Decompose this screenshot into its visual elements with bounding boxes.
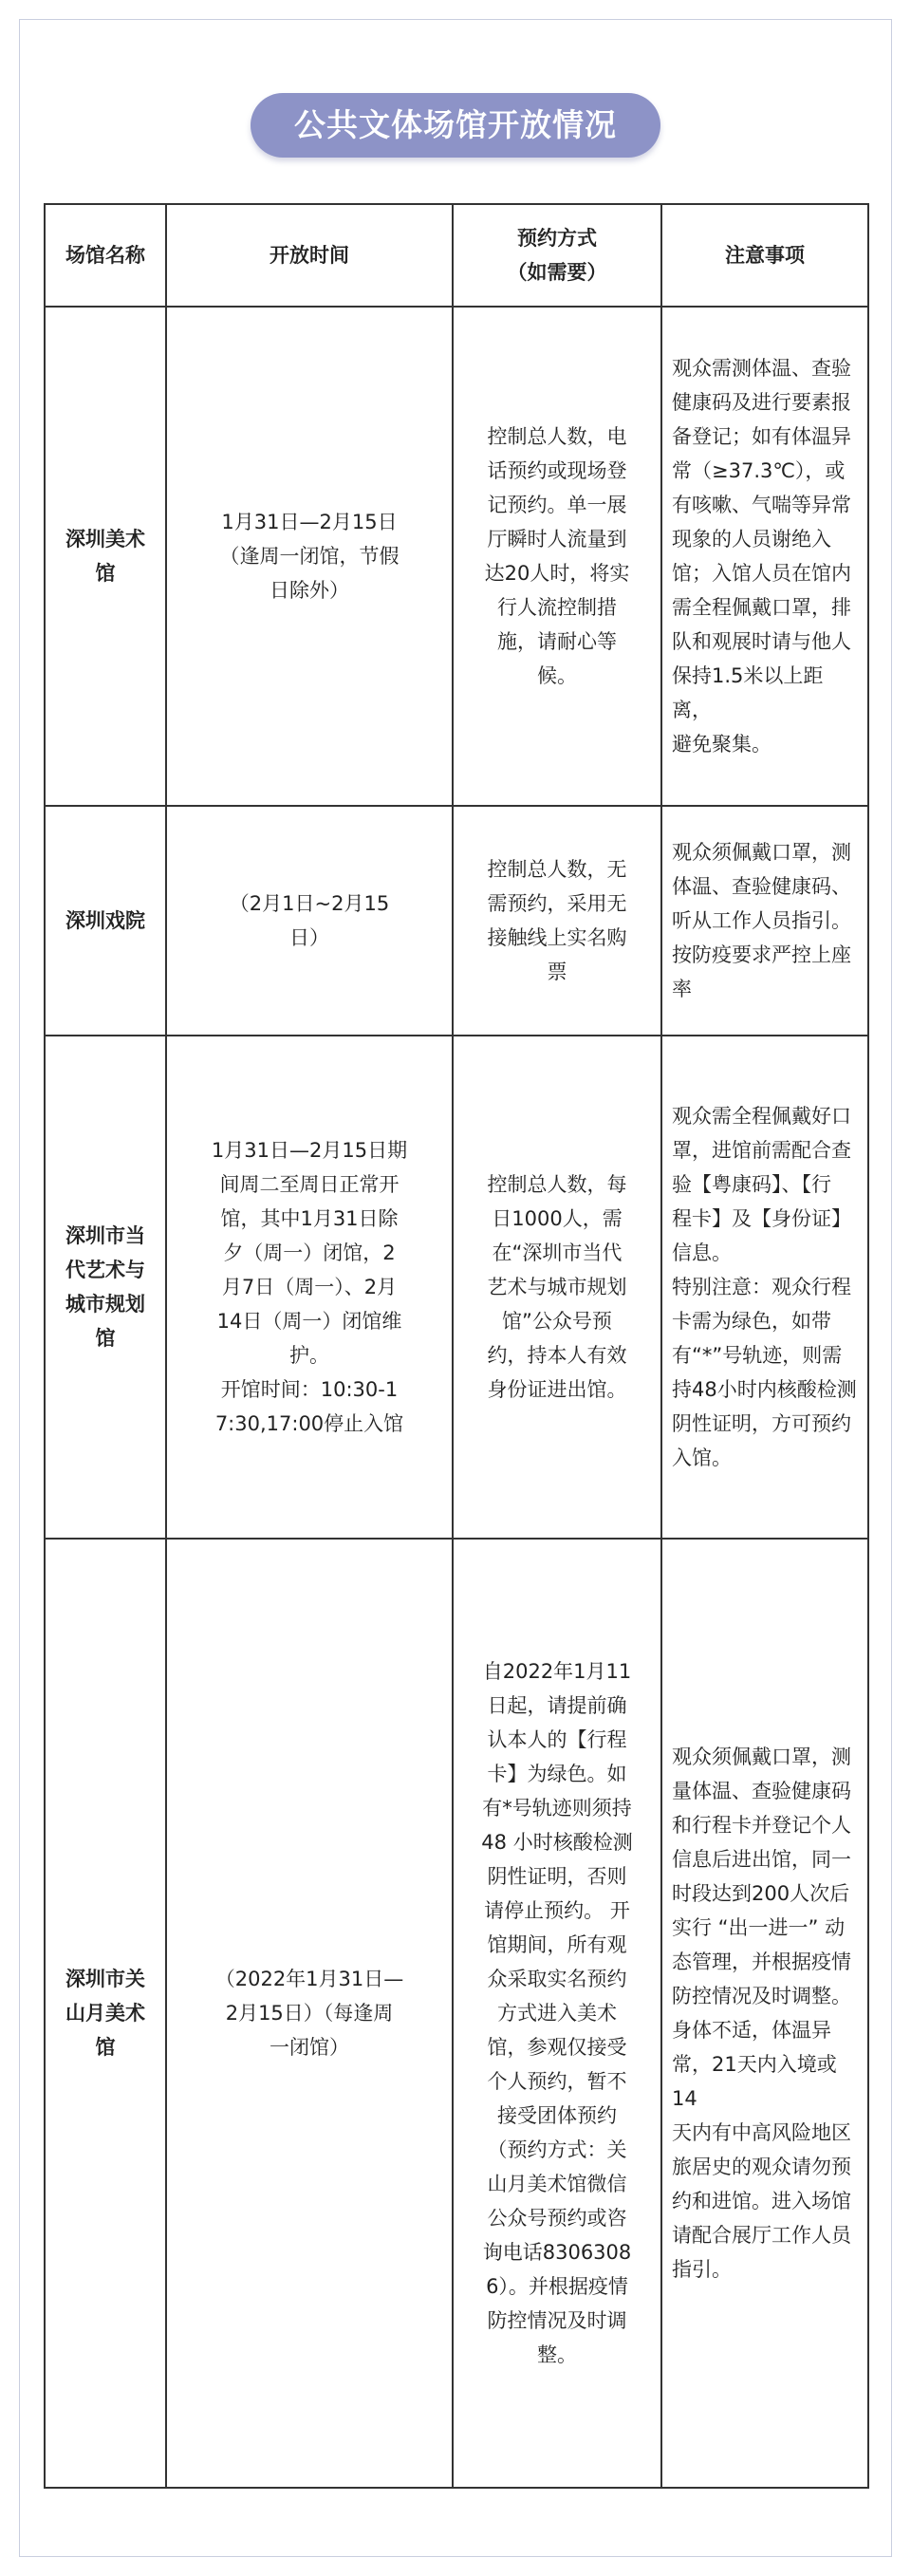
notes: 观众须佩戴口罩，测 量体温、查验健康码 和行程卡并登记个人 信息后进出馆，同一 时段达到200人次后 实行 “出一进一” 动 态管理，并根据疫情 防控情况及时调整。 身体不适，体温异 常，21天内入境或14 天内有中高风险地区 旅居史的观众请勿预 约和进馆。进入场馆 请配合展厅工作人员 指引。 — [661, 1539, 868, 2488]
venue-table — [44, 203, 869, 2489]
booking-method: 控制总人数，每 日1000人，需 在“深圳市当代 艺术与城市规划 馆”公众号预 约，持本人有效 身份证进出馆。 — [453, 1036, 661, 1539]
opening-hours: 1月31日—2月15日期 间周二至周日正常开 馆，其中1月31日除 夕（周一）闭馆，2 月7日（周一）、2月 14日（周一）闭馆维 护。 开馆时间：10:30-1 7:30,17:00停止入馆 — [166, 1036, 453, 1539]
table-header-row — [45, 204, 868, 307]
table-row — [45, 307, 868, 806]
header-booking-method: 预约方式 （如需要） — [453, 204, 661, 307]
venue-name: 深圳市当 代艺术与 城市规划 馆 — [45, 1036, 166, 1539]
notes: 观众需全程佩戴好口 罩，进馆前需配合查 验【粤康码】、【行 程卡】及【身份证】 信息。 特别注意：观众行程 卡需为绿色，如带 有“*”号轨迹，则需 持48小时内核酸检测 阴性证明，方可预约 入馆。 — [661, 1036, 868, 1539]
venue-name: 深圳美术 馆 — [45, 307, 166, 806]
title-banner — [0, 93, 911, 158]
table-row — [45, 1539, 868, 2488]
page-title: 公共文体场馆开放情况 — [251, 93, 660, 158]
opening-hours: （2月1日~2月15 日） — [166, 806, 453, 1036]
booking-method: 自2022年1月11 日起，请提前确 认本人的【行程 卡】为绿色。如 有*号轨迹则须持 48 小时核酸检测 阴性证明，否则 请停止预约。 开 馆期间，所有观 众采取实名预约 方式进入美术 馆，参观仅接受 个人预约，暂不 接受团体预约 （预约方式：关 山月美术馆微信 公众号预约或咨 询电话8306308 6）。并根据疫情 防控情况及时调 整。 — [453, 1539, 661, 2488]
header-opening-hours: 开放时间 — [166, 204, 453, 307]
booking-method: 控制总人数，电 话预约或现场登 记预约。单一展 厅瞬时人流量到 达20人时，将实 行人流控制措 施，请耐心等 候。 — [453, 307, 661, 806]
venue-name: 深圳戏院 — [45, 806, 166, 1036]
header-venue-name: 场馆名称 — [45, 204, 166, 307]
opening-hours: （2022年1月31日— 2月15日）（每逢周 一闭馆） — [166, 1539, 453, 2488]
booking-method: 控制总人数，无 需预约，采用无 接触线上实名购 票 — [453, 806, 661, 1036]
opening-hours: 1月31日—2月15日 （逢周一闭馆，节假 日除外） — [166, 307, 453, 806]
table-row — [45, 1036, 868, 1539]
table-row — [45, 806, 868, 1036]
venue-name: 深圳市关 山月美术 馆 — [45, 1539, 166, 2488]
notes: 观众需测体温、查验 健康码及进行要素报 备登记；如有体温异 常（≥37.3℃），或 有咳嗽、气喘等异常 现象的人员谢绝入 馆；入馆人员在馆内 需全程佩戴口罩，排 队和观展时请与他人 保持1.5米以上距离， 避免聚集。 — [661, 307, 868, 806]
notes: 观众须佩戴口罩，测 体温、查验健康码、 听从工作人员指引。 按防疫要求严控上座 率 — [661, 806, 868, 1036]
header-notes: 注意事项 — [661, 204, 868, 307]
